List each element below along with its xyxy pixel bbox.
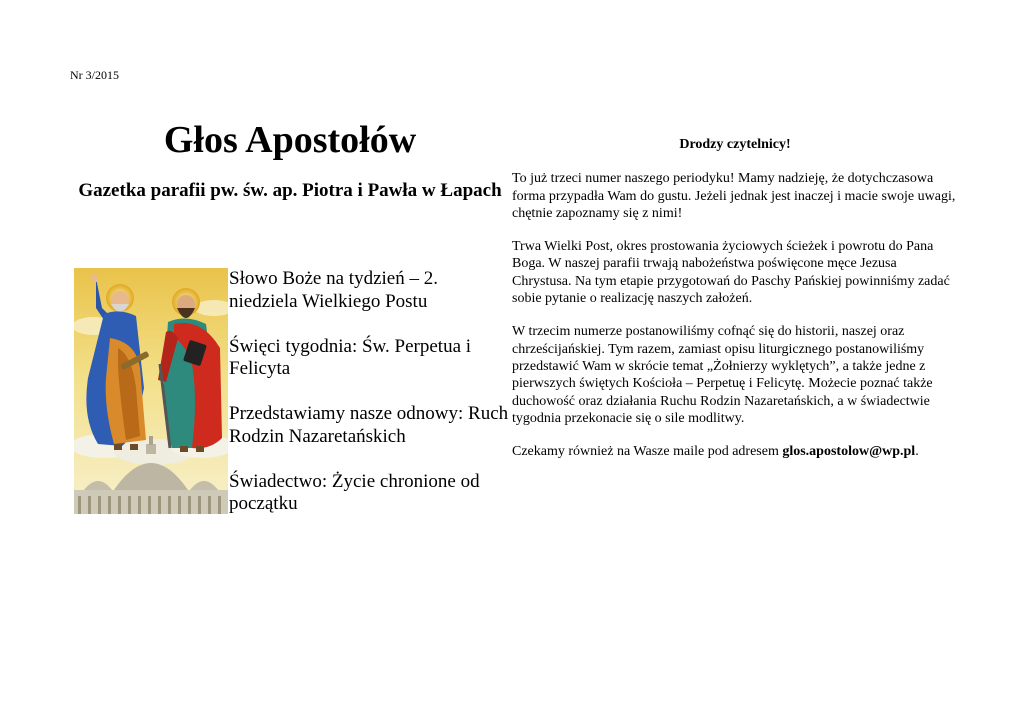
contents-item: Przedstawiamy nasze odnowy: Ruch Rodzin Nazaretańskich (229, 403, 509, 447)
newsletter-subtitle: Gazetka parafii pw. św. ap. Piotra i Pawła w Łapach (78, 180, 502, 201)
contents-item: Święci tygodnia: Św. Perpetua i Felicyta (229, 335, 472, 379)
newsletter-title: Głos Apostołów (163, 119, 417, 161)
letter-heading: Drodzy czytelnicy! (679, 137, 791, 152)
contact-email[interactable]: glos.apostolow@wp.pl (782, 444, 916, 460)
saints-peter-and-paul-image (74, 268, 228, 514)
closing-text: Czekamy również na Wasze maile pod adresem (512, 444, 783, 460)
contents-item: Świadectwo: Życie chronione od początku (229, 470, 480, 514)
editorial-letter (512, 136, 958, 476)
closing-punctuation: . (915, 444, 919, 460)
issue-number: Nr 3/2015 (70, 68, 119, 82)
letter-paragraph: Trwa Wielki Post, okres prostowania życiowych ścieżek i powrotu do Pana Boga. W naszej parafii trwają nabożeństwa poświęcone męce Jezusa Chrystusa. Na tym etapie przygotowań do Paschy Pańskiej powinniśmy zadać sobie pytanie o realizację naszych założeń. (512, 239, 950, 307)
letter-paragraph: W trzecim numerze postanowiliśmy cofnąć się do historii, naszej oraz chrześcijańskiej. Tym razem, zamiast opisu liturgicznego postanowiliśmy przedstawić Wam w skrócie temat „Żołnierzy wyklętych”, a także jedne z pierwszych świętych Kościoła – Perpetuę i Felicytę. Możecie poznać także duchowość oraz działania Ruchu Rodzin Nazaretańskich, a w świadectwie tygodnia przekonacie się o sile modlitwy. (512, 324, 933, 426)
letter-paragraph: To już trzeci numer naszego periodyku! Mamy nadzieję, że dotychczasowa forma przypadła Wam do gustu. Jeżeli jednak jest inaczej i macie swoje uwagi, chętnie zapoznamy się z nimi! (512, 171, 956, 221)
letter-closing (512, 443, 958, 460)
table-of-contents (229, 268, 511, 538)
contents-item: Słowo Boże na tydzień – 2. niedziela Wielkiego Postu (229, 268, 438, 312)
